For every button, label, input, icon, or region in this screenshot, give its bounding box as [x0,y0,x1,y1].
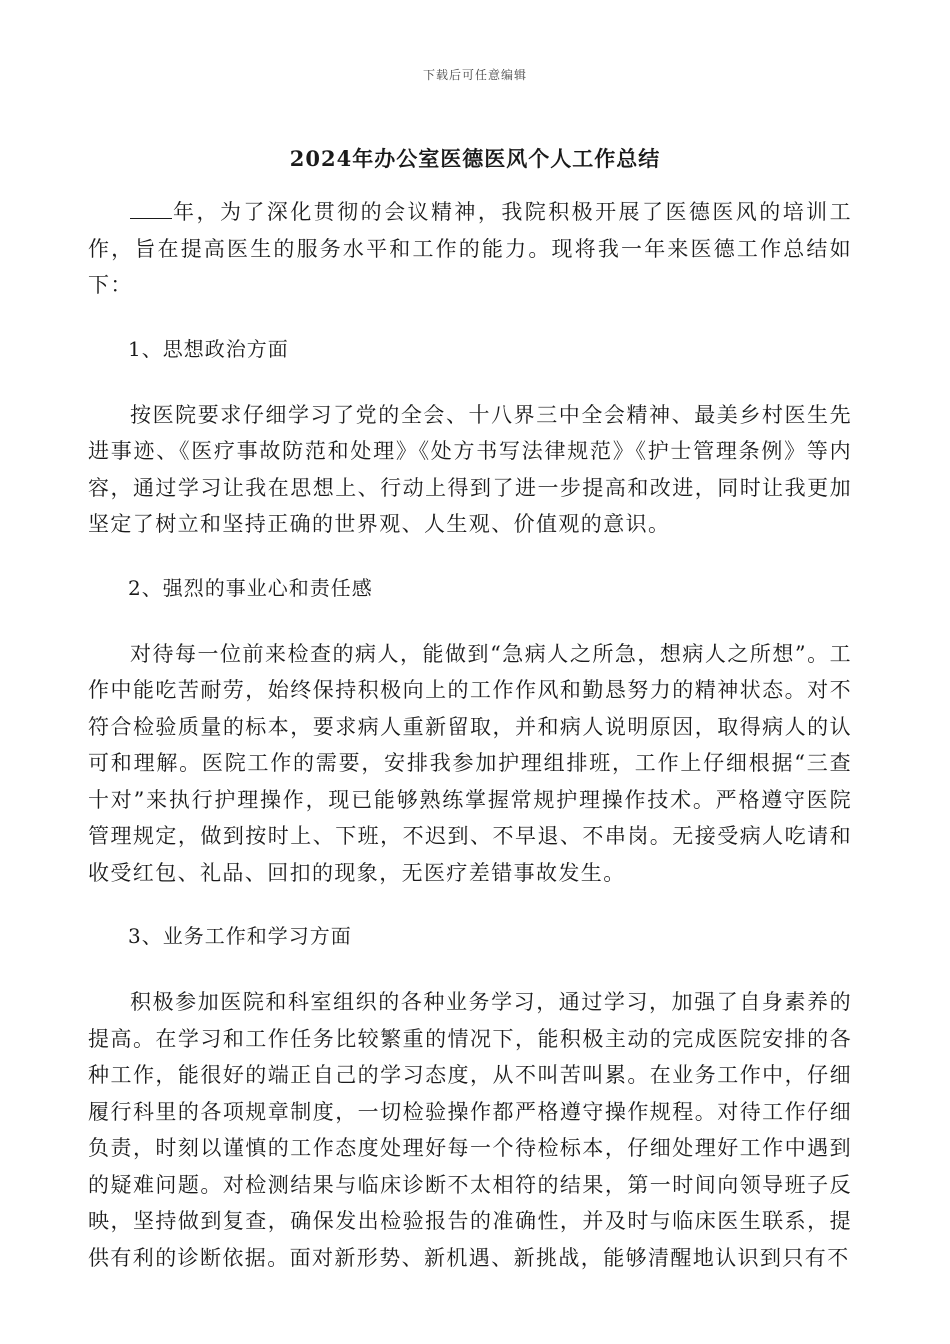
document-body [88,194,852,1276]
fill-in-blank [130,200,172,219]
intro-text: 年，为了深化贯彻的会议精神，我院积极开展了医德医风的培训工作，旨在提高医生的服务水平和工作的能力。现将我一年来医德工作总结如下： [88,200,852,297]
section-3-text: 积极参加医院和科室组织的各种业务学习，通过学习，加强了自身素养的提高。在学习和工作任务比较繁重的情况下，能积极主动的完成医院安排的各种工作，能很好的端正自己的学习态度，从不叫苦叫累。在业务工作中，仔细履行科里的各项规章制度，一切检验操作都严格遵守操作规程。对待工作仔细负责，时刻以谨慎的工作态度处理好每一个待检标本，仔细处理好工作中遇到的疑难问题。对检测结果与临床诊断不太相符的结果，第一时间向领导班子反映，坚持做到复查，确保发出检验报告的准确性，并及时与临床医生联系，提供有利的诊断依据。面对新形势、新机遇、新挑战，能够清醒地认识到只有不 [88,990,852,1270]
section-1-heading: 1、思想政治方面 [128,336,289,361]
section-1-text: 按医院要求仔细学习了党的全会、十八界三中全会精神、最美乡村医生先进事迹、《医疗事故防范和处理》《处方书写法律规范》《护士管理条例》等内容，通过学习让我在思想上、行动上得到了进一步提高和改进，同时让我更加坚定了树立和坚持正确的世界观、人生观、价值观的意识。 [88,402,852,536]
intro-paragraph [88,194,852,304]
header-note: 下载后可任意编辑 [422,68,527,82]
section-2-text: 对待每一位前来检查的病人，能做到“急病人之所急，想病人之所想”。工作中能吃苦耐劳，始终保持积极向上的工作作风和勤恳努力的精神状态。对不符合检验质量的标本，要求病人重新留取，并和病人说明原因，取得病人的认可和理解。医院工作的需要，安排我参加护理组排班，工作上仔细根据“三查十对”来执行护理操作，现已能够熟练掌握常规护理操作技术。严格遵守医院管理规定，做到按时上、下班，不迟到、不早退、不串岗。无接受病人吃请和收受红包、礼品、回扣的现象，无医疗差错事故发生。 [88,641,852,885]
section-2-heading: 2、强烈的事业心和责任感 [128,575,373,600]
document-title: 2024年办公室医德医风个人工作总结 [289,146,661,171]
section-3-heading: 3、业务工作和学习方面 [128,924,352,948]
